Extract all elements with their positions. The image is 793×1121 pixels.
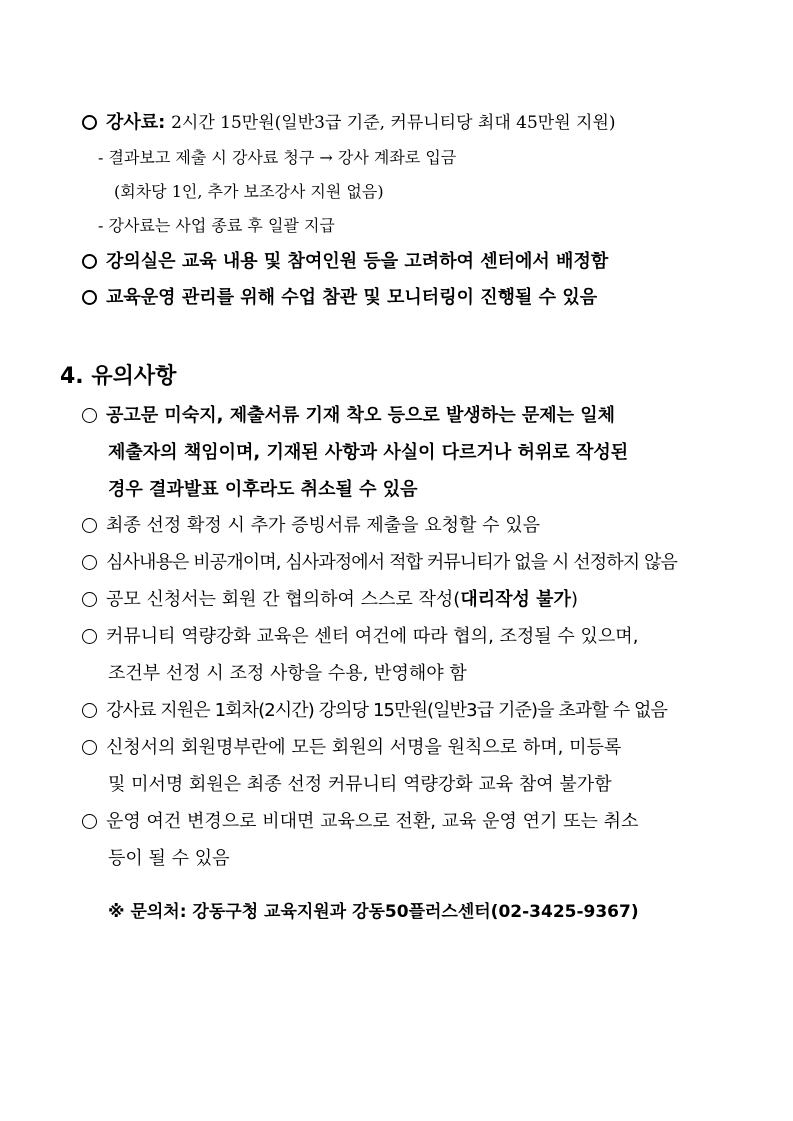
monitoring-item [82,286,597,310]
notice-item-1-line3: 경우 결과발표 이후라도 취소될 수 있음 [108,479,418,500]
notice-item-8-line1: 운영 여건 변경으로 비대면 교육으로 전환, 교육 운영 연기 또는 취소 [106,811,639,832]
fee-sub-lump-sum: - 강사료는 사업 종료 후 일괄 지급 [98,216,335,235]
notice-item-4-bold: 대리작성 불가 [460,589,571,610]
notice-item-4-text: 공모 신청서는 회원 간 협의하여 스스로 작성( [106,589,461,610]
fee-sub-note: (회차당 1인, 추가 보조강사 지원 없음) [114,182,384,201]
notice-item-6 [82,699,667,723]
fee-label: 강사료: [106,112,166,133]
bullet-circle-icon [82,115,97,130]
classroom-item [82,250,608,274]
monitoring-text: 교육운영 관리를 위해 수업 참관 및 모니터링이 진행될 수 있음 [106,287,598,308]
bullet-circle-icon [82,290,97,305]
bullet-circle-icon [82,592,97,607]
notice-item-5 [82,625,638,649]
fee-text: 2시간 15만원(일반3급 기준, 커뮤니티당 최대 45만원 지원) [171,113,616,133]
contact-info: ※ 문의처: 강동구청 교육지원과 강동50플러스센터(02-3425-9367) [108,902,639,922]
notice-item-7-line1: 신청서의 회원명부란에 모든 회원의 서명을 원칙으로 하며, 미등록 [106,737,622,758]
section4-heading: 4. 유의사항 [60,364,177,389]
notice-item-1-line1: 공고문 미숙지, 제출서류 기재 착오 등으로 발생하는 문제는 일체 [106,405,616,426]
bullet-circle-icon [82,703,97,718]
bullet-circle-icon [82,629,97,644]
notice-item-5-line2: 조건부 선정 시 조정 사항을 수용, 반영해야 함 [108,663,467,684]
bullet-circle-icon [82,254,97,269]
notice-item-6-text: 강사료 지원은 1회차(2시간) 강의당 15만원(일반3급 기준)을 초과할 수 없음 [106,700,667,721]
notice-item-8 [82,810,638,834]
notice-item-3 [82,551,677,575]
notice-item-5-line1: 커뮤니티 역량강화 교육은 센터 여건에 따라 협의, 조정될 수 있으며, [106,626,639,647]
notice-item-2-text: 최종 선정 확정 시 추가 증빙서류 제출을 요청할 수 있음 [106,515,541,536]
bullet-circle-icon [82,740,97,755]
notice-item-7 [82,736,621,760]
notice-item-4 [82,588,578,612]
bullet-circle-icon [82,518,97,533]
bullet-circle-icon [82,555,97,570]
fee-item [82,111,616,135]
notice-item-4-close: ) [570,589,578,610]
notice-item-8-line2: 등이 될 수 있음 [108,848,230,869]
notice-item-1 [82,404,615,428]
notice-item-3-text: 심사내용은 비공개이며, 심사과정에서 적합 커뮤니티가 없을 시 선정하지 않음 [106,552,678,573]
bullet-circle-icon [82,814,97,829]
notice-item-7-line2: 및 미서명 회원은 최종 선정 커뮤니티 역량강화 교육 참여 불가함 [108,774,612,795]
fee-sub-payment: - 결과보고 제출 시 강사료 청구 → 강사 계좌로 입금 [98,148,457,167]
notice-item-1-line2: 제출자의 책임이며, 기재된 사항과 사실이 다르거나 허위로 작성된 [108,442,629,463]
classroom-text: 강의실은 교육 내용 및 참여인원 등을 고려하여 센터에서 배정함 [106,251,609,272]
bullet-circle-icon [82,408,97,423]
notice-item-2 [82,514,540,538]
